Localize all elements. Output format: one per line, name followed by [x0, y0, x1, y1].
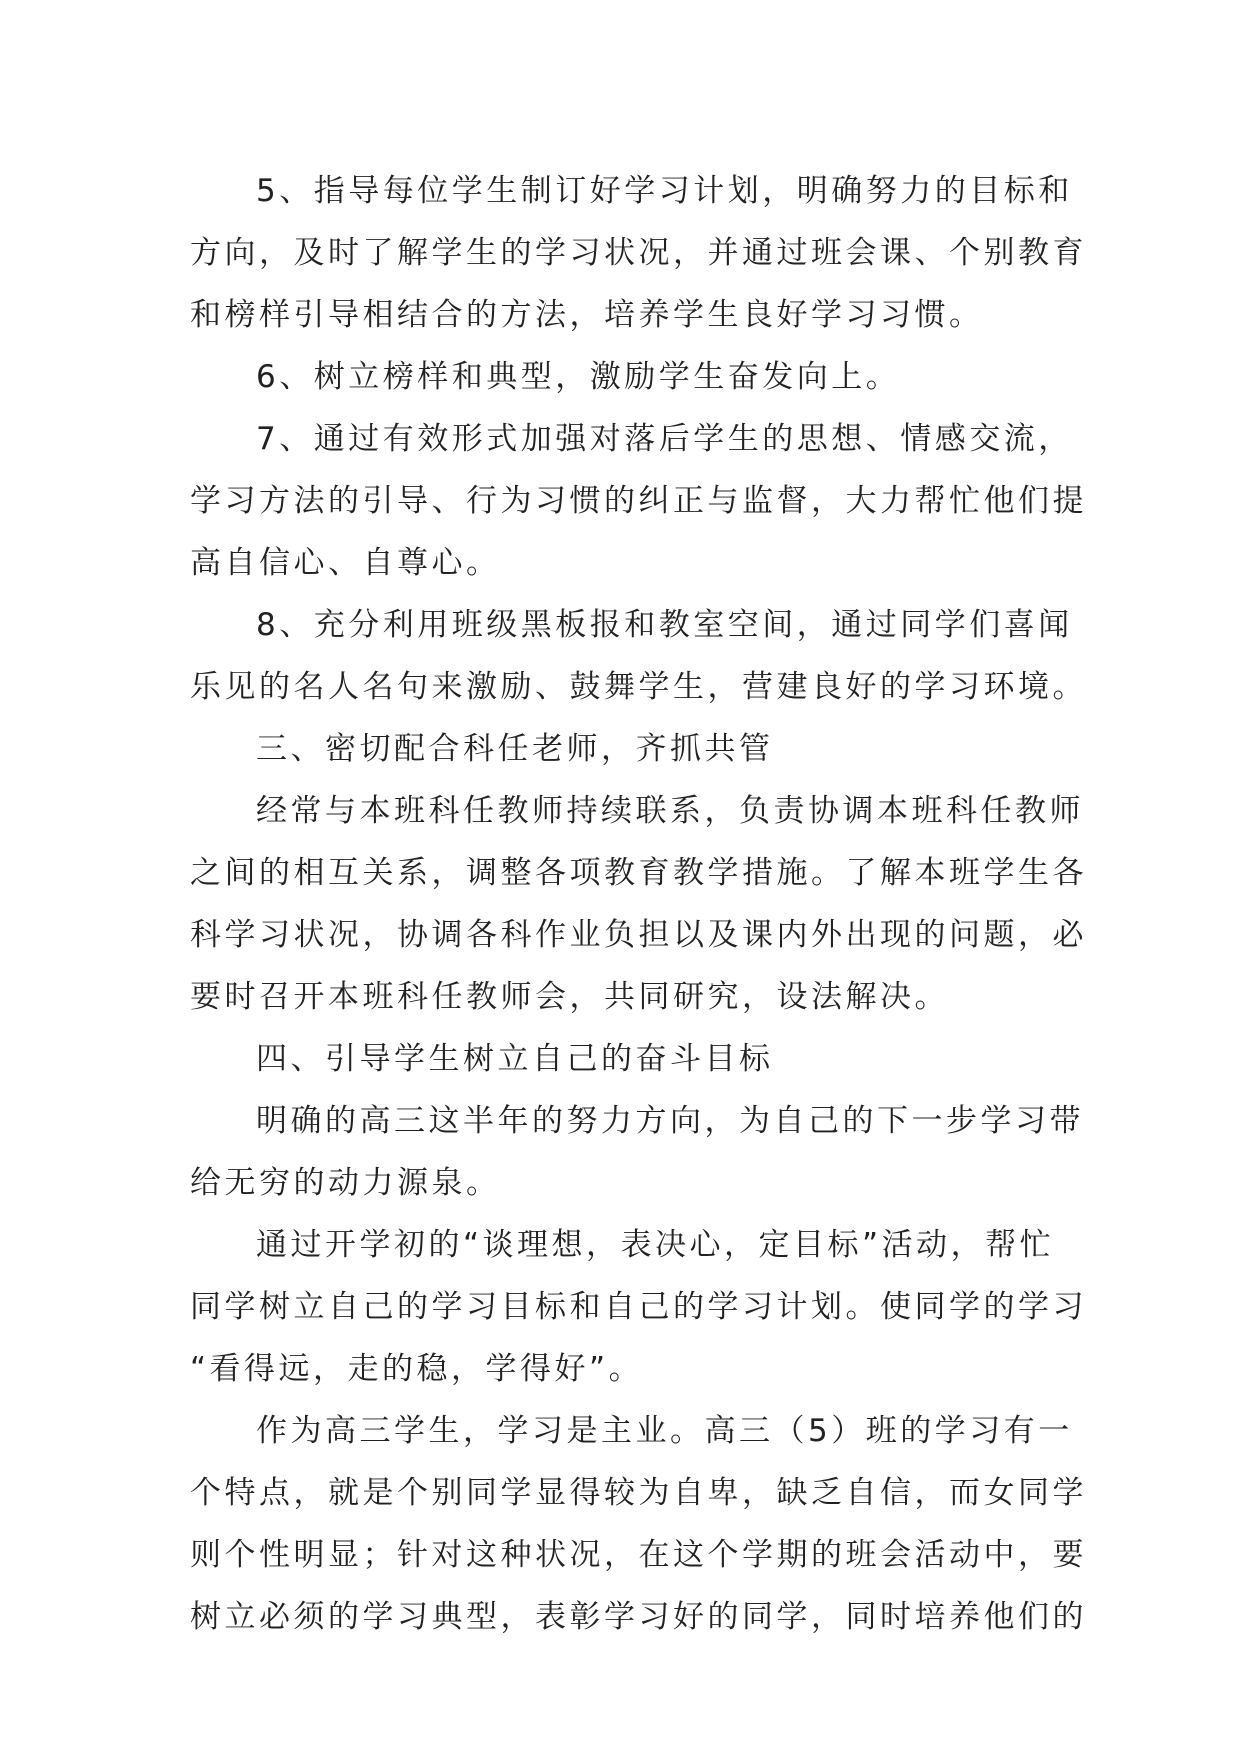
section-4-line-1: 明确的高三这半年的努力方向，为自己的下一步学习带: [256, 1103, 1084, 1139]
section-3-line-3: 科学习状况，协调各科作业负担以及课内外出现的问题，必: [190, 917, 1087, 953]
section-4-heading: 四、引导学生树立自己的奋斗目标: [256, 1041, 774, 1077]
paragraph-5-line-1: 5、指导每位学生制订好学习计划，明确努力的目标和: [256, 173, 1073, 209]
section-3-line-1: 经常与本班科任教师持续联系，负责协调本班科任教师: [256, 793, 1084, 829]
paragraph-8-line-1: 8、充分利用班级黑板报和教室空间，通过同学们喜闻: [256, 607, 1073, 643]
paragraph-5-line-2: 方向，及时了解学生的学习状况，并通过班会课、个别教育: [190, 235, 1087, 271]
paragraph-7-line-3: 高自信心、自尊心。: [190, 545, 501, 581]
section-4-line-4: 同学树立自己的学习目标和自己的学习计划。使同学的学习: [190, 1289, 1087, 1325]
paragraph-6-line-1: 6、树立榜样和典型，激励学生奋发向上。: [256, 359, 901, 395]
closing-paragraph-line-2: 个特点，就是个别同学显得较为自卑，缺乏自信，而女同学: [190, 1475, 1087, 1511]
section-4-line-2: 给无穷的动力源泉。: [190, 1165, 501, 1201]
section-4-line-3: 通过开学初的“谈理想，表决心，定目标”活动，帮忙: [256, 1227, 1055, 1263]
section-4-line-5: “看得远，走的稳，学得好”。: [190, 1351, 644, 1387]
section-3-line-4: 要时召开本班科任教师会，共同研究，设法解决。: [190, 979, 949, 1015]
section-3-heading: 三、密切配合科任老师，齐抓共管: [256, 731, 774, 767]
closing-paragraph-line-3: 则个性明显；针对这种状况，在这个学期的班会活动中，要: [190, 1537, 1087, 1573]
document-body: [190, 160, 1087, 1648]
paragraph-8-line-2: 乐见的名人名句来激励、鼓舞学生，营建良好的学习环境。: [190, 669, 1087, 705]
paragraph-7-line-1: 7、通过有效形式加强对落后学生的思想、情感交流，: [256, 421, 1073, 457]
section-3-line-2: 之间的相互关系，调整各项教育教学措施。了解本班学生各: [190, 855, 1087, 891]
paragraph-5-line-3: 和榜样引导相结合的方法，培养学生良好学习习惯。: [190, 297, 984, 333]
closing-paragraph-line-1: 作为高三学生，学习是主业。高三（5）班的学习有一: [256, 1413, 1073, 1449]
closing-paragraph-line-4: 树立必须的学习典型，表彰学习好的同学，同时培养他们的: [190, 1599, 1087, 1635]
paragraph-7-line-2: 学习方法的引导、行为习惯的纠正与监督，大力帮忙他们提: [190, 483, 1087, 519]
